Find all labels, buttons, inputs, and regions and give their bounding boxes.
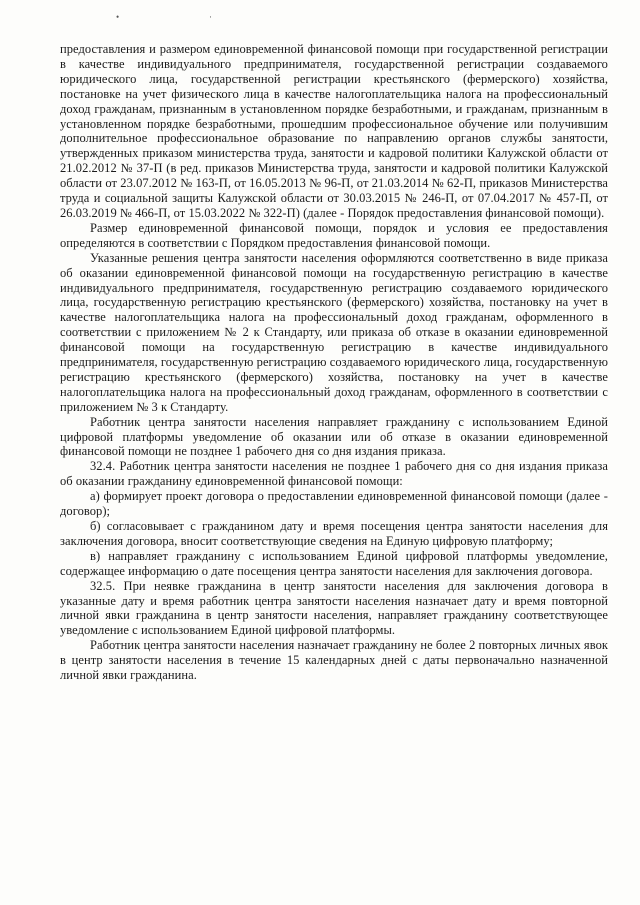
scan-mark-right: · xyxy=(209,12,212,22)
list-item-b: б) согласовывает с гражданином дату и время посещения центра занятости населения для заключения договора, вносит соответствующие сведения на Единую цифровую платформу; xyxy=(60,519,608,548)
paragraph-order-reference: предоставления и размером единовременной финансовой помощи при государственной регистрации в качестве индивидуального предпринимателя, государственной регистрации создаваемого юридического лица, государственной регистрации крестьянского (фермерского) хозяйства, постановке на учет физического лица в качестве налогоплательщика налога на профессиональный доход гражданам, признанным в установленном порядке безработными, и гражданам, признанным в установленном порядке безработными, прошедшим профессиональное обучение или получившим дополнительное профессиональное образование по направлению органов службы занятости, утвержденных приказом министерства труда, занятости и кадровой политики Калужской области от 21.02.2012 № 37-П (в ред. приказов Министерства труда, занятости и кадровой политики Калужской области от 23.07.2012 № 163-П, от 16.05.2013 № 96-П, от 21.03.2014 № 62-П, приказов Министерства труда и социальной защиты Калужской области от 30.03.2015 № 246-П, от 07.04.2017 № 457-П, от 26.03.2019 № 466-П, от 15.03.2022 № 322-П) (далее - Порядок предоставления финансовой помощи). xyxy=(60,42,608,220)
paragraph-32-5: 32.5. При неявке гражданина в центр занятости населения для заключения договора в указанные дату и время работник центра занятости населения назначает дату и время повторной личной явки гражданина в центр занятости населения, направляет гражданину соответствующее уведомление с использованием Единой цифровой платформы. xyxy=(60,578,608,638)
paragraph-32-4: 32.4. Работник центра занятости населения не позднее 1 рабочего дня со дня издания приказа об оказании гражданину единовременной финансовой помощи: xyxy=(60,459,608,489)
document-page xyxy=(60,42,608,862)
paragraph-decisions: Указанные решения центра занятости населения оформляются соответственно в виде приказа об оказании единовременной финансовой помощи на государственную регистрацию в качестве индивидуального предпринимателя, государственную регистрацию создаваемого юридического лица, государственную регистрацию крестьянского (фермерского) хозяйства, постановку на учет в качестве налогоплательщика налога на профессиональный доход гражданам, оформленного в соответствии с приложением № 2 к Стандарту, или приказа об отказе в оказании единовременной финансовой помощи на государственную регистрацию в качестве индивидуального предпринимателя, государственную регистрацию создаваемого юридического лица, государственную регистрацию крестьянского (фермерского) хозяйства, постановку на учет в качестве налогоплательщика налога на профессиональный доход гражданам, оформленного в соответствии с приложением № 3 к Стандарту. xyxy=(60,250,608,414)
paragraph-notification: Работник центра занятости населения направляет гражданину с использованием Единой цифровой платформы уведомление об оказании или об отказе в оказании единовременной финансовой помощи не позднее 1 рабочего дня со дня издания приказа. xyxy=(60,414,608,459)
paragraph-repeat-visits: Работник центра занятости населения назначает гражданину не более 2 повторных личных явок в центр занятости населения в течение 15 календарных дней с даты первоначально назначенной личной явки гражданина. xyxy=(60,638,608,683)
scan-mark-left: • xyxy=(116,12,120,22)
list-item-c: в) направляет гражданину с использованием Единой цифровой платформы уведомление, содержащее информацию о дате посещения центра занятости населения для заключения договора. xyxy=(60,548,608,578)
list-item-a: а) формирует проект договора о предоставлении единовременной финансовой помощи (далее - договор); xyxy=(60,489,608,519)
paragraph-assistance-amount: Размер единовременной финансовой помощи, порядок и условия ее предоставления определяются в соответствии с Порядком предоставления финансовой помощи. xyxy=(60,220,608,250)
